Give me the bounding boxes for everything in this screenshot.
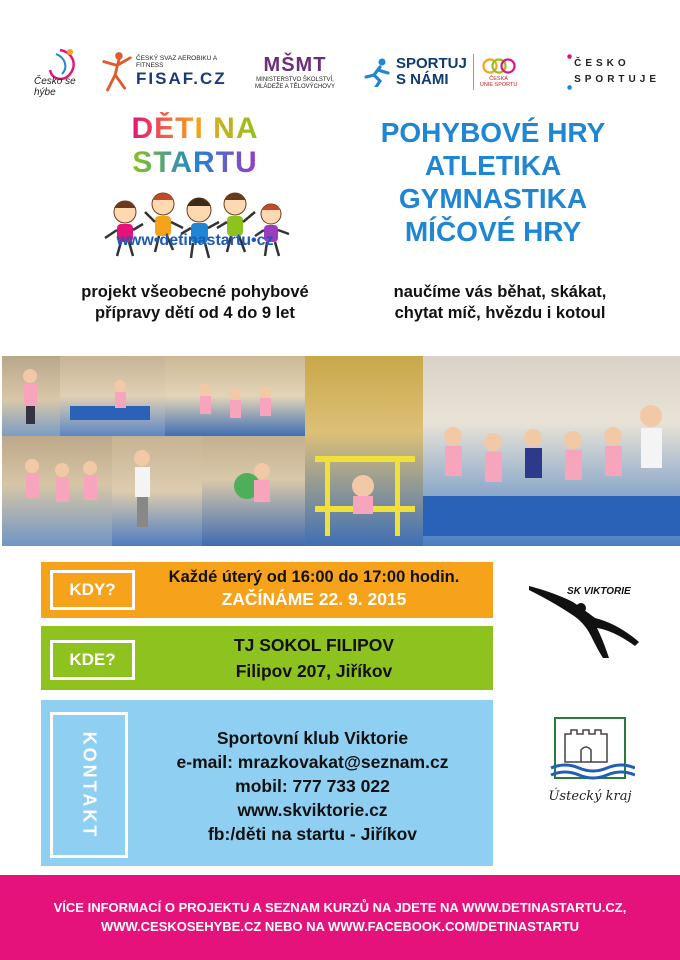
when-start-date: ZAČÍNÁME 22. 9. 2015: [221, 589, 407, 609]
cesko-sportuje-line1: ČESKO: [574, 58, 630, 69]
when-info: [135, 566, 493, 610]
castle-icon: [545, 712, 635, 784]
brand-title-text: DĚTI NA STARTU: [131, 112, 259, 179]
photo-collage: [2, 356, 680, 546]
sportuj-line2: S NÁMI: [396, 71, 449, 88]
photo-kids-running: [2, 436, 112, 546]
msmt-line1: MINISTERSTVO ŠKOLSTVÍ,: [256, 76, 334, 83]
skills-description-line: naučíme vás běhat, skákat,: [393, 283, 607, 301]
photo-coach: [112, 436, 202, 546]
footer-line1[interactable]: VÍCE INFORMACÍ O PROJEKTU A SEZNAM KURZŮ NA JDETE NA WWW.DETINASTARTU.CZ,: [53, 900, 627, 915]
sk-viktorie-text: SK VIKTORIE: [567, 586, 631, 597]
project-description: [40, 282, 350, 324]
fisaf-dancer-icon: [100, 47, 134, 97]
photo-hurdles: [305, 356, 423, 546]
when-schedule: Každé úterý od 16:00 do 17:00 hodin.: [168, 568, 460, 586]
msmt-title: MŠMT: [263, 53, 327, 76]
runner-icon: [362, 57, 392, 87]
activity-item: ATLETIKA: [424, 150, 562, 181]
contact-phone[interactable]: mobil: 777 733 022: [235, 776, 390, 796]
brand-url[interactable]: www•detinastartu•cz: [116, 232, 274, 249]
contact-info: [130, 726, 495, 846]
skills-description-line: chytat míč, hvězdu i kotoul: [394, 304, 606, 322]
ustecky-kraj-logo: [545, 712, 635, 812]
when-tag: KDY?: [50, 570, 135, 610]
where-info: [135, 632, 493, 684]
activity-item: MÍČOVÉ HRY: [404, 216, 582, 247]
sk-viktorie-logo: [525, 584, 645, 664]
cesko-sportuje-logo: [565, 42, 660, 102]
msmt-logo: [245, 42, 345, 102]
dots-icon: [565, 49, 574, 95]
contact-tag-text: KONTAKT: [79, 731, 100, 839]
fisaf-subtitle: ČESKÝ SVAZ AEROBIKU A FITNESS: [136, 54, 217, 69]
sportuj-s-nami-logo: [362, 42, 522, 102]
photo-gym-hall: [165, 356, 305, 436]
footer-info: [10, 898, 670, 936]
contact-email[interactable]: e-mail: mrazkovakat@seznam.cz: [176, 752, 449, 772]
cus-line1: ČESKÁ: [489, 75, 508, 82]
cus-line2: UNIE SPORTU: [479, 82, 518, 88]
fisaf-title: FISAF.CZ: [136, 69, 227, 89]
brand-title: [70, 112, 320, 180]
where-venue: TJ SOKOL FILIPOV: [233, 635, 395, 655]
fisaf-logo: [100, 42, 240, 102]
photo-gym-mats: [60, 356, 165, 436]
contact-tag: [50, 712, 128, 858]
cesko-se-hybe-logo: [30, 42, 90, 102]
activities-list: [358, 116, 628, 248]
cus-rings-icon: [482, 56, 516, 76]
cesko-sportuje-line2: SPORTUJE: [574, 74, 660, 85]
photo-child-ball: [202, 436, 305, 546]
contact-facebook[interactable]: fb:/děti na startu - Jiříkov: [207, 824, 418, 844]
skills-description: [355, 282, 645, 324]
photo-kids-jumping: [2, 356, 60, 436]
where-tag: KDE?: [50, 640, 135, 680]
children-cartoon-icon: [95, 182, 295, 262]
region-name: Ústecký kraj: [548, 789, 632, 804]
where-address: Filipov 207, Jiříkov: [235, 661, 393, 681]
cesko-se-hybe-text: Česko se hýbe: [34, 76, 76, 98]
photo-group-thumbs-up: [423, 356, 680, 546]
activity-item: GYMNASTIKA: [398, 183, 588, 214]
msmt-line2: MLÁDEŽE A TĚLOVÝCHOVY: [255, 83, 335, 90]
sportuj-line1: SPORTUJ: [396, 55, 467, 73]
project-description-line: projekt všeobecné pohybové: [81, 283, 309, 301]
activity-item: POHYBOVÉ HRY: [380, 117, 606, 148]
footer-line2[interactable]: WWW.CESKOSEHYBE.CZ NEBO NA WWW.FACEBOOK.COM/DETINASTARTU: [100, 919, 580, 934]
contact-club: Sportovní klub Viktorie: [216, 728, 409, 748]
contact-website[interactable]: www.skviktorie.cz: [237, 800, 388, 820]
project-description-line: přípravy dětí od 4 do 9 let: [95, 304, 295, 322]
